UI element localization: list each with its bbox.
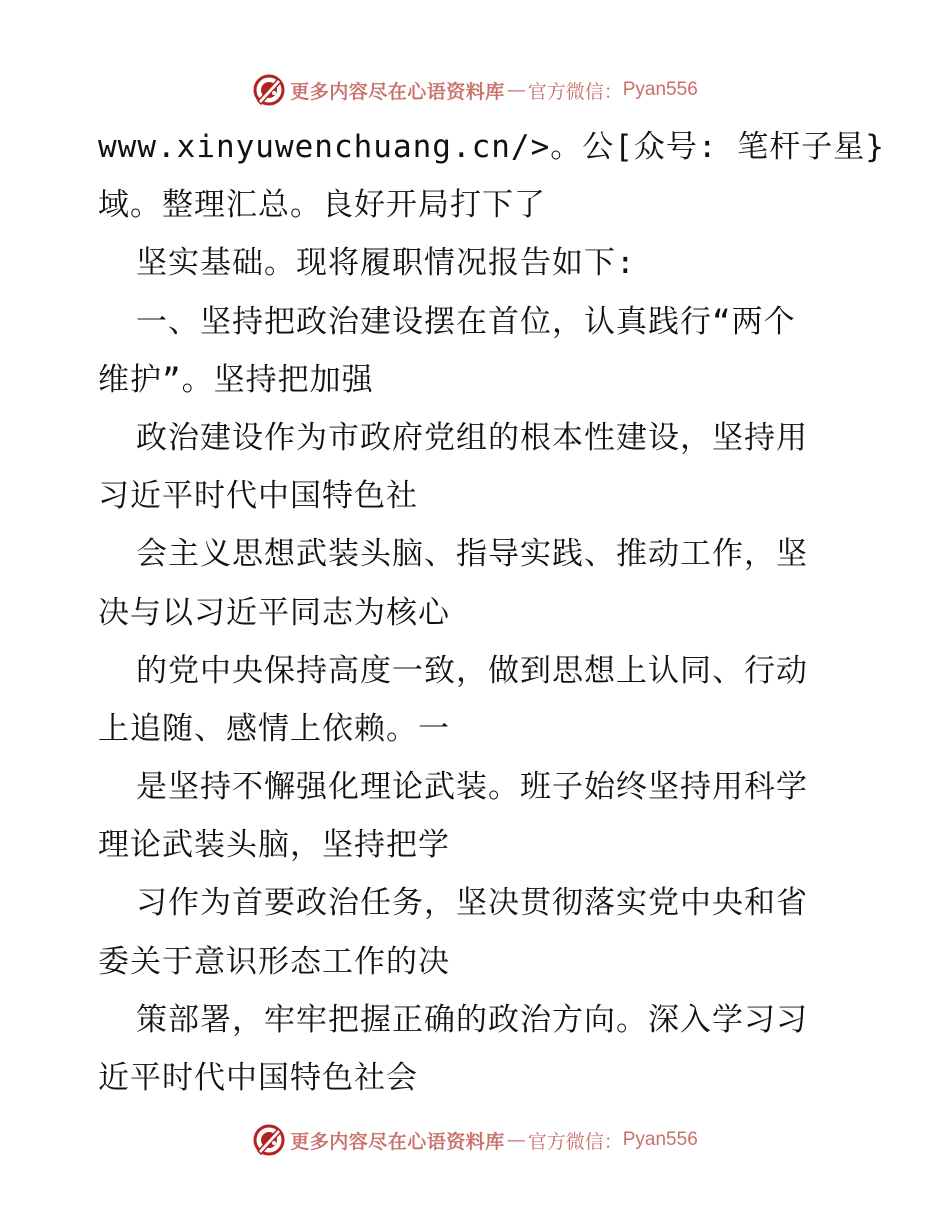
banner-brand-text: 更多内容尽在心语资料库 — [290, 80, 505, 103]
banner-separator: — — [506, 1129, 526, 1151]
banner-wechat-id: Pyan556 — [622, 1129, 698, 1150]
pen-logo-icon — [252, 1123, 286, 1157]
text-line: 会主义思想武装头脑、指导实践、推动工作，坚 — [136, 536, 808, 573]
pen-logo-icon — [252, 73, 286, 107]
text-line: 坚实基础。现将履职情况报告如下: — [136, 245, 636, 282]
text-line: 的党中央保持高度一致，做到思想上认同、行动 — [136, 652, 808, 689]
banner-wechat-id: Pyan556 — [622, 79, 698, 100]
text-line: 维护”。坚持把加强 — [98, 361, 374, 398]
text-line: 委关于意识形态工作的决 — [98, 943, 450, 980]
text-line: 一、坚持把政治建设摆在首位，认真践行“两个 — [136, 303, 796, 340]
header-banner — [0, 70, 950, 110]
text-line: 策部署，牢牢把握正确的政治方向。深入学习习 — [136, 1001, 808, 1038]
text-line: 上追随、感情上依赖。一 — [98, 710, 450, 747]
banner-official-label: 官方微信： — [527, 1130, 623, 1153]
banner-brand-text: 更多内容尽在心语资料库 — [290, 1130, 505, 1153]
text-line: 习作为首要政治任务，坚决贯彻落实党中央和省 — [136, 885, 808, 922]
text-line: 域。整理汇总。良好开局打下了 — [98, 187, 546, 224]
banner-separator: — — [506, 79, 526, 101]
banner-official-label: 官方微信： — [527, 80, 623, 103]
text-line: 决与以习近平同志为核心 — [98, 594, 450, 631]
text-line: www.xinyuwenchuang.cn/>。公[众号: 笔杆子星} — [98, 129, 885, 165]
document-body — [98, 118, 885, 1107]
footer-banner — [0, 1120, 950, 1160]
text-line: 是坚持不懈强化理论武装。班子始终坚持用科学 — [136, 769, 808, 806]
text-line: 政治建设作为市政府党组的根本性建设，坚持用 — [136, 419, 808, 456]
text-line: 近平时代中国特色社会 — [98, 1060, 418, 1096]
text-line: 习近平时代中国特色社 — [98, 478, 418, 515]
text-line: 理论武装头脑，坚持把学 — [98, 827, 450, 864]
